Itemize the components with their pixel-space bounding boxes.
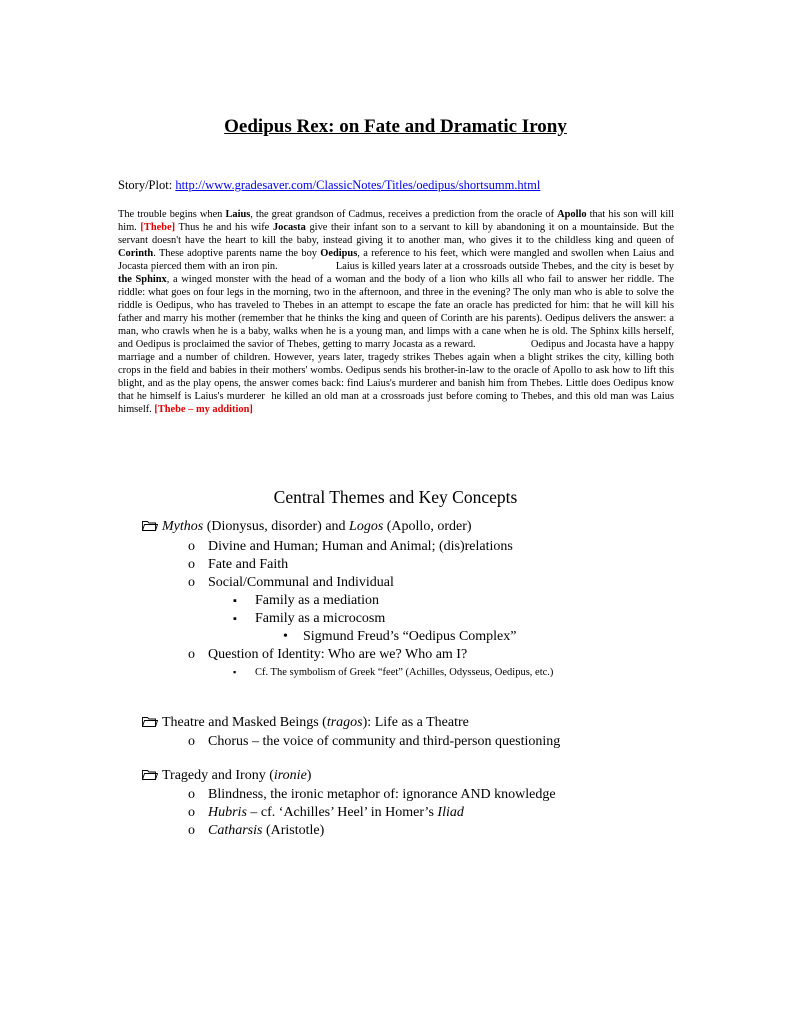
outline-subsubitem	[283, 629, 517, 645]
outline-item-text: Fate and Faith	[208, 557, 289, 572]
term-tragos: tragos	[326, 715, 363, 730]
story-plot-link[interactable]: http://www.gradesaver.com/ClassicNotes/Titles/oedipus/shortsumm.html	[175, 178, 541, 192]
outline-item	[188, 823, 324, 839]
name-corinth: Corinth	[118, 248, 154, 259]
heading-text: Theatre and Masked Beings (	[162, 715, 327, 730]
outline-item	[188, 787, 556, 803]
outline-subsubitem-text: Sigmund Freud’s “Oedipus Complex”	[303, 629, 517, 644]
summary-text: that his son will kill him.	[118, 209, 674, 233]
name-jocasta: Jocasta	[272, 222, 306, 233]
square-bullet: ▪	[233, 595, 237, 607]
circle-bullet: o	[188, 647, 195, 662]
square-bullet: ▪	[233, 667, 237, 677]
term-hubris: Hubris	[208, 805, 247, 820]
outline-subitem	[233, 667, 553, 678]
folder-icon	[142, 716, 158, 727]
name-oedipus: Oedipus	[320, 248, 358, 259]
name-sphinx: the Sphinx	[118, 274, 167, 285]
outline-item-text: (Aristotle)	[262, 823, 325, 838]
folder-icon	[142, 520, 158, 531]
name-apollo: Apollo	[557, 209, 587, 220]
outline-subitem-text: Family as a mediation	[255, 593, 380, 608]
annotation-thebe: [Thebe]	[140, 222, 176, 233]
heading-text: ): Life as a Theatre	[362, 715, 469, 730]
outline-subitem	[233, 593, 379, 609]
circle-bullet: o	[188, 575, 195, 590]
heading-text: )	[306, 768, 312, 783]
outline-item-text: Question of Identity: Who are we? Who am I?	[208, 647, 468, 662]
circle-bullet: o	[188, 805, 195, 820]
term-logos: Logos	[349, 519, 384, 534]
plot-summary	[118, 208, 677, 416]
outline-item	[188, 539, 513, 555]
folder-icon	[142, 769, 158, 780]
outline-item	[188, 805, 464, 821]
circle-bullet: o	[188, 557, 195, 572]
story-plot-label: Story/Plot:	[118, 178, 176, 192]
annotation-thebe-addition: [Thebe – my addition]	[154, 404, 253, 415]
outline-heading-mythos-logos	[142, 519, 472, 535]
outline-item	[188, 734, 560, 750]
heading-text: (Apollo, order)	[383, 519, 472, 534]
outline-subitem-text: Cf. The symbolism of Greek “feet” (Achilles, Odysseus, Oedipus, etc.)	[255, 667, 554, 678]
heading-text: Tragedy and Irony (	[162, 768, 274, 783]
document-title: Oedipus Rex: on Fate and Dramatic Irony	[224, 116, 567, 137]
circle-bullet: o	[188, 823, 195, 838]
section-title: Central Themes and Key Concepts	[273, 487, 518, 507]
outline-heading-theatre	[142, 715, 469, 731]
square-bullet: ▪	[233, 613, 237, 625]
summary-text: , a winged monster with the head of a woman and the body of a lion who kills all who fail to answer her riddle. The riddle: what goes on four legs in the morning, two in the afternoon, and three in the evening? The only man who is able to solve the riddle is Oedipus, who has traveled to Thebes in an attempt to escape the fate an oracle has predicted for him: that he will kill his father and marry his mother (remember that he thinks the king and queen of Corinth are his parents). Oedipus delivers the answer: a man, who crawls when he is a baby, walks when he is a young man, and limps with a cane when he is old. The Sphinx kills herself, and Oedipus is proclaimed the savior of Thebes, getting to marry Jocasta as a reward. Oedipus and Jocasta have a happy marriage and a number of children. However, years later, tragedy strikes Thebes again when a blight strikes the city, killing both crops in the field and babies in their mothers' wombs. Oedipus sends his brother-in-law to the oracle of Apollo to ask how to lift this blight, and as the play opens, the answer comes back: find Laius's murderer and banish him from Thebes. Little does Oedipus know that he himself is Laius's murderer he killed an old man at a crossroads just before coming to Thebes, and this old man was Laius himself.	[118, 274, 677, 415]
term-iliad: Iliad	[437, 805, 464, 820]
outline-item-text: Social/Communal and Individual	[208, 575, 394, 590]
circle-bullet: o	[188, 787, 195, 802]
name-laius: Laius	[225, 209, 251, 220]
term-ironie: ironie	[273, 768, 307, 783]
summary-text: . These adoptive parents name the boy	[153, 248, 321, 259]
outline-item	[188, 557, 288, 573]
outline-item-text: Chorus – the voice of community and third-person questioning	[208, 734, 561, 749]
outline-subitem	[233, 611, 385, 627]
summary-text: , a reference to his feet, which were mangled and swollen when Laius and Jocasta pierced them with an iron pin. Laius is killed years later at a crossroads outside Thebes, and the city is beset by	[118, 248, 677, 272]
outline-item	[188, 647, 467, 663]
term-mythos: Mythos	[162, 519, 204, 534]
story-plot-line	[118, 178, 540, 193]
circle-bullet: o	[188, 734, 195, 749]
circle-bullet: o	[188, 539, 195, 554]
outline-heading-tragedy	[142, 768, 311, 784]
outline-item-text: – cf. ‘Achilles’ Heel’ in Homer’s	[246, 805, 438, 820]
summary-text: Thus he and his wife	[175, 222, 273, 233]
summary-text: give their infant son to a servant to kill by abandoning it on a mountainside. But the servant doesn't have the heart to kill the baby, instead giving it to another man, who gives it to the childless king and queen of	[118, 222, 674, 246]
dot-bullet: •	[283, 629, 288, 644]
outline-item	[188, 575, 394, 591]
outline-item-text: Blindness, the ironic metaphor of: ignorance AND knowledge	[208, 787, 556, 802]
term-catharsis: Catharsis	[208, 823, 263, 838]
outline-subitem-text: Family as a microcosm	[255, 611, 386, 626]
summary-text: , the great grandson of Cadmus, receives a prediction from the oracle of	[250, 209, 558, 220]
outline-item-text: Divine and Human; Human and Animal; (dis)relations	[208, 539, 513, 554]
summary-text: The trouble begins when	[118, 209, 226, 220]
heading-text: (Dionysus, disorder) and	[203, 519, 350, 534]
